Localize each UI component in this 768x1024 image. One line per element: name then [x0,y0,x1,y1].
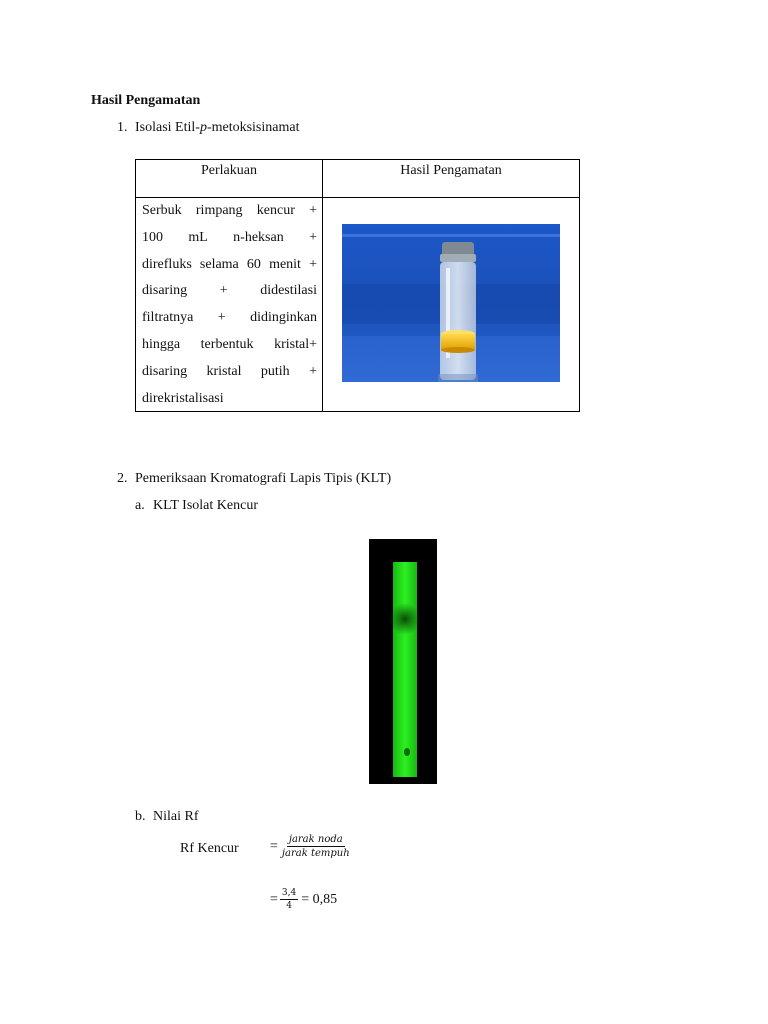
perlakuan-word: direfluks [142,256,192,272]
perlakuan-word: selama [199,256,239,272]
rf-formula [270,834,352,859]
perlakuan-word: + [309,203,317,218]
perlakuan-word: disaring [142,363,188,379]
item2a-label: KLT Isolat Kencur [153,498,258,513]
item1-label [135,120,299,136]
perlakuan-word: kristal+ [274,336,317,352]
perlakuan-word: menit [269,256,301,272]
item2-number: 2. [117,471,128,486]
tlc-origin-spot [404,748,410,756]
perlakuan-word: hingga [142,336,181,352]
table-header-hasil: Hasil Pengamatan [400,163,502,178]
perlakuan-word: + [309,256,317,272]
item1-label-after: -metoksisinamat [206,120,300,135]
perlakuan-word: disaring [142,283,188,299]
rf-denominator: jarak tempuh [281,848,350,859]
rf-fraction [280,834,352,859]
perlakuan-word: + [309,229,317,245]
rf-result: = 0,85 [301,891,338,907]
perlakuan-line [142,225,317,252]
perlakuan-line [142,198,317,225]
vial-photo [342,224,560,382]
item1-number: 1. [117,120,128,135]
perlakuan-word: putih [260,363,290,379]
perlakuan-word: mL [188,229,208,245]
tlc-spot [389,603,421,635]
perlakuan-word: rimpang [195,203,243,218]
item1-label-italic: p [199,120,207,135]
rf-denominator-2: 4 [286,901,292,911]
rf-numerator: jarak noda [288,834,343,845]
vial-body [440,262,476,380]
perlakuan-word: + [309,363,317,379]
perlakuan-line [142,305,317,332]
tlc-plate-svg [369,539,437,784]
perlakuan-word: filtratnya [142,310,194,326]
item2b-marker: b. [135,809,146,824]
rf-numerator-2: 3,4 [281,888,297,898]
perlakuan-word: + [219,283,228,299]
perlakuan-word: didestilasi [260,283,317,299]
tlc-plate-photo [369,539,437,784]
perlakuan-word: direkristalisasi [142,390,224,406]
perlakuan-word: n-heksan [233,229,284,245]
perlakuan-line [142,359,317,386]
perlakuan-cell [142,198,317,412]
tlc-plate-strip [393,562,417,777]
perlakuan-word: kristal [206,363,242,379]
item2b-label: Nilai Rf [153,809,199,824]
item2-label: Pemeriksaan Kromatografi Lapis Tipis (KLT) [135,471,392,486]
table-header-perlakuan: Perlakuan [201,163,257,178]
perlakuan-word: terbentuk [200,336,254,352]
vial-cap [442,242,474,256]
section-title: Hasil Pengamatan [91,93,201,108]
perlakuan-line [142,332,317,359]
perlakuan-word: 100 [142,229,163,245]
perlakuan-line [142,386,317,413]
perlakuan-word: 60 [246,256,261,272]
perlakuan-word: kencur [256,203,295,218]
rf-fraction-2 [280,888,298,911]
perlakuan-word: didinginkan [250,310,317,326]
item1-label-before: Isolasi Etil- [135,120,200,135]
item2a-marker: a. [135,498,145,513]
rf-equals-2: = [270,891,278,907]
rf-calculation [270,888,337,911]
perlakuan-word: Serbuk [142,203,182,218]
perlakuan-word: + [217,310,226,326]
perlakuan-line [142,278,317,305]
observation-table [135,159,580,412]
rf-label: Rf Kencur [180,841,239,856]
vial-photo-svg [342,224,560,382]
perlakuan-line [142,252,317,279]
rf-equals-1: = [270,838,278,854]
